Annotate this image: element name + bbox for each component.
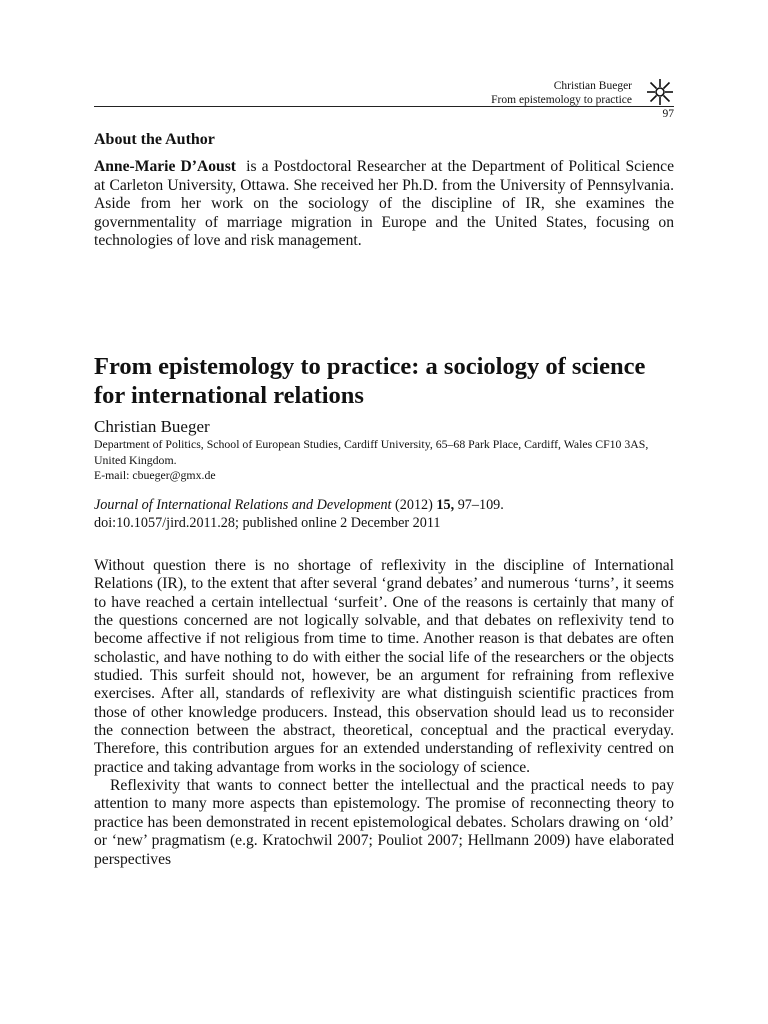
- header-rule: [94, 106, 674, 107]
- article-author: Christian Bueger: [94, 417, 210, 436]
- author-affiliation: [94, 437, 674, 484]
- about-author-bio: [94, 158, 674, 251]
- article-body: [94, 557, 674, 869]
- citation-volume: 15,: [436, 497, 455, 513]
- citation-pages: 97–109.: [457, 497, 504, 513]
- running-header: [491, 79, 632, 107]
- article-title: From epistemology to practice: a sociology of science for international relations: [94, 353, 646, 409]
- body-paragraph-1: Without question there is no shortage of reflexivity in the discipline of International Relations (IR), to the extent that after several ‘grand debates’ and numerous ‘turns’, it seems to have reached a certain intellectual ‘surfeit’. One of the reasons is certainly that many of the questions concerned are not logically solvable, and that debates on reflexivity tend to become affective if not religious from time to time. Another reason is that debates are often scholastic, and have nothing to do with either the social life of the researchers or the objects studied. This surfeit should not, however, be an argument for refraining from reflexive exercises. After all, standards of reflexivity are what distinguish scientific practices from those of other knowledge producers. Instead, this observation should lead us to reconsider the connection between the abstract, theoretical, conceptual and the practical everyday. Therefore, this contribution argues for an extended understanding of reflexivity centred on practice and taking advantage from works in the sociology of science.: [94, 557, 674, 776]
- citation-year: (2012): [395, 497, 433, 513]
- author-email: E-mail: cbueger@gmx.de: [94, 468, 216, 482]
- body-paragraph-2: Reflexivity that wants to connect better the intellectual and the practical needs to pay attention to many more aspects than epistemology. The promise of reconnecting theory to practice has been demonstrated in recent epistemological debates. Scholars drawing on ‘old’ or ‘new’ pragmatism (e.g. Kratochwil 2007; Pouliot 2007; Hellmann 2009) have elaborated perspectives: [94, 777, 674, 868]
- running-header-title: From epistemology to practice: [491, 94, 632, 106]
- citation-block: [94, 497, 674, 532]
- about-author-heading: About the Author: [94, 131, 215, 148]
- page-number: 97: [662, 108, 674, 120]
- citation-line: [94, 497, 674, 515]
- running-header-author: Christian Bueger: [553, 80, 632, 92]
- affiliation-text: Department of Politics, School of European Studies, Cardiff University, 65–68 Park Place, Cardiff, Wales CF10 3AS, United Kingdom.: [94, 437, 649, 467]
- doi-line: doi:10.1057/jird.2011.28; published online 2 December 2011: [94, 514, 441, 531]
- journal-logo-icon: [646, 78, 674, 106]
- about-author-text: is a Postdoctoral Researcher at the Department of Political Science at Carleton University, Ottawa. She received her Ph.D. from the University of Pennsylvania. Aside from her work on the sociology of the discipline of IR, she examines the governmentality of marriage migration in Europe and the United States, focusing on technologies of love and risk management.: [94, 158, 674, 250]
- journal-name: Journal of International Relations and Development: [94, 497, 392, 513]
- about-author-name: Anne-Marie D’Aoust: [94, 158, 236, 175]
